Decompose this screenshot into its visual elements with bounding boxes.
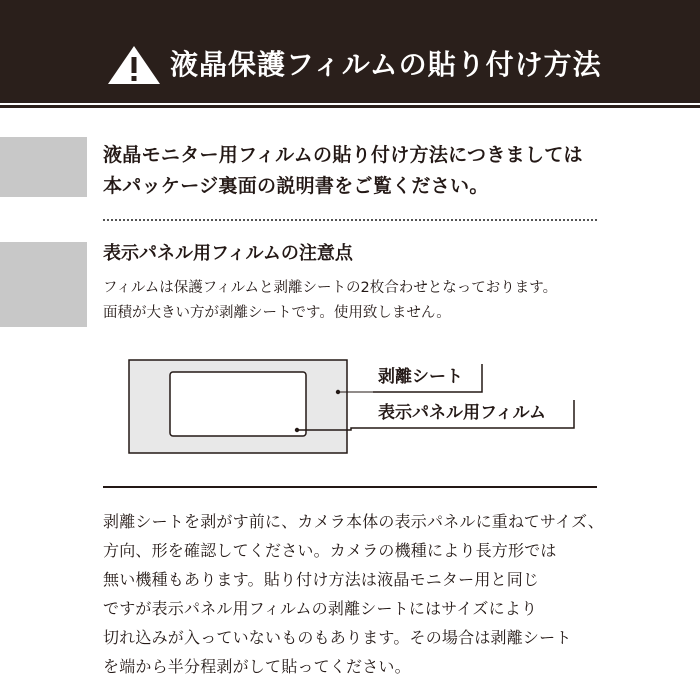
warning-icon [106, 44, 162, 86]
header-underline [0, 105, 700, 108]
intro-text: 液晶モニター用フィルムの貼り付け方法につきましては 本パッケージ裏面の説明書をご覧ください。 [103, 144, 583, 197]
release-sheet-label: 剥離シート [378, 367, 463, 387]
solid-divider [103, 486, 597, 488]
panel-film-shape [170, 372, 306, 436]
page-title: 液晶保護フィルムの貼り付け方法 [170, 48, 602, 81]
film-diagram [0, 350, 700, 460]
side-marker-2 [0, 242, 87, 327]
section-heading: 表示パネル用フィルムの注意点 [103, 243, 353, 264]
dotted-divider [103, 219, 597, 221]
instructions-text: 剥離シートを剥がす前に、カメラ本体の表示パネルに重ねてサイズ、 方向、形を確認してください。カメラの機種により長方形では 無い機種もあります。貼り付け方法は液晶モニター用と同じ ですが表示パネル用フィルムの剥離シートにはサイズにより 切れ込みが入っていないものもあります。その場合は剥離シート を端から半分程剥がして貼ってください。 [103, 512, 605, 676]
side-marker-1 [0, 137, 87, 197]
panel-film-label: 表示パネル用フィルム [378, 403, 546, 423]
section-body: フィルムは保護フィルムと剥離シートの2枚合わせとなっております。 面積が大きい方が剥離シートです。使用致しません。 [103, 280, 558, 321]
